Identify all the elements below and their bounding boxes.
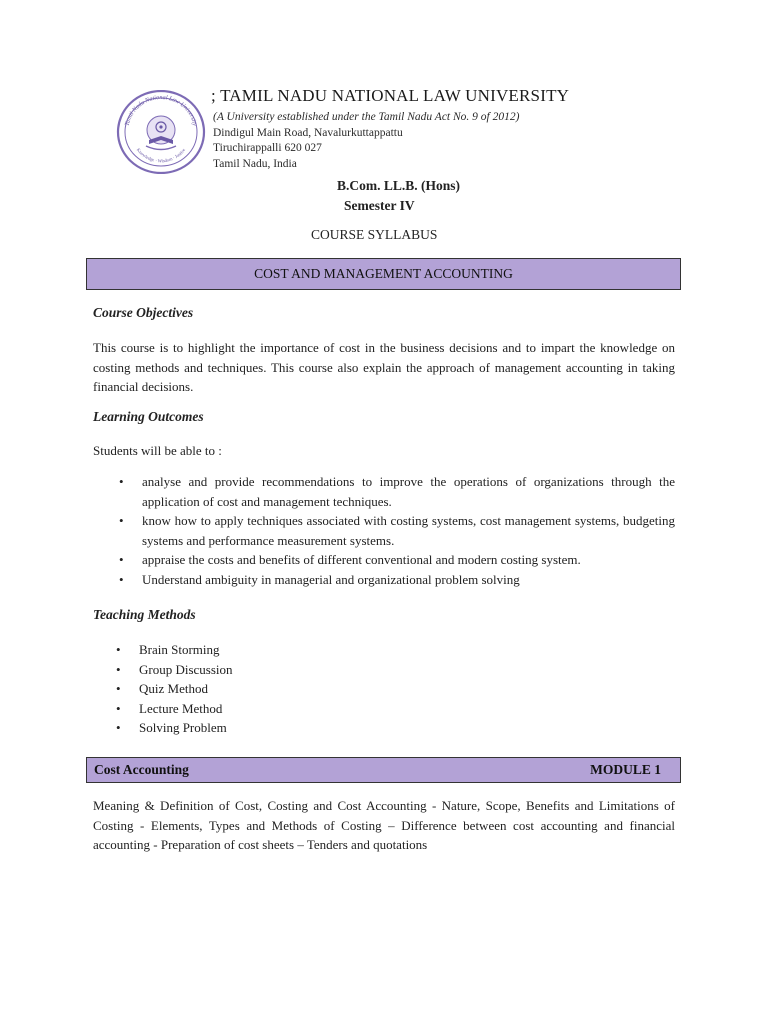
objectives-heading: Course Objectives: [93, 305, 194, 320]
logo-bottom-text: Knowledge · Wisdom · Justice: [135, 147, 187, 164]
degree-name: B.Com. LL.B. (Hons): [337, 178, 461, 193]
address-line-1: Dindigul Main Road, Navalurkuttappattu: [213, 126, 403, 139]
list-item: • know how to apply techniques associated with costing systems, cost management systems, budgeting systems and performance measurement systems.: [142, 511, 675, 550]
list-item: • Lecture Method: [139, 699, 439, 719]
university-name: ; TAMIL NADU NATIONAL LAW UNIVERSITY: [211, 86, 570, 105]
list-item: • Group Discussion: [139, 660, 439, 680]
objectives-text: This course is to highlight the importance of cost in the business decisions and to impart the knowledge on costing methods and techniques. This course also explain the approach of management accounting in taking financial decisions.: [93, 340, 675, 394]
address-line-3: Tamil Nadu, India: [213, 157, 297, 170]
module-1-text: Meaning & Definition of Cost, Costing and Cost Accounting - Nature, Scope, Benefits and Limitations of Costing - Elements, Types and Methods of Costing – Difference between cost accounting and financial accounting - Preparation of cost sheets – Tenders and quotations: [93, 798, 675, 852]
list-item: • Brain Storming: [139, 640, 439, 660]
list-item: • Quiz Method: [139, 679, 439, 699]
outcomes-intro: Students will be able to :: [93, 443, 222, 458]
address-line-2: Tiruchirappalli 620 027: [213, 142, 322, 155]
university-seal-icon: [116, 90, 206, 174]
teaching-heading: Teaching Methods: [93, 607, 196, 622]
module-1-label: MODULE 1: [590, 762, 661, 777]
established-note: (A University established under the Tamil Nadu Act No. 9 of 2012): [213, 111, 520, 123]
teaching-methods-list: [139, 640, 439, 738]
semester: Semester IV: [344, 198, 415, 213]
outcomes-list: [142, 472, 675, 589]
module-1-header: [86, 757, 681, 783]
list-item: • Solving Problem: [139, 718, 439, 738]
university-address: [213, 110, 519, 172]
outcomes-heading: Learning Outcomes: [93, 409, 204, 424]
module-1-name: Cost Accounting: [94, 762, 189, 777]
logo-ring-text: Tamil Nadu National Law University: [123, 93, 199, 127]
course-title: COST AND MANAGEMENT ACCOUNTING: [86, 258, 681, 290]
list-item: • appraise the costs and benefits of different conventional and modern costing system.: [142, 550, 675, 570]
list-item: • analyse and provide recommendations to improve the operations of organizations through the application of cost and management techniques.: [142, 472, 675, 511]
list-item: • Understand ambiguity in managerial and organizational problem solving: [142, 570, 675, 590]
document-type: COURSE SYLLABUS: [311, 227, 438, 242]
